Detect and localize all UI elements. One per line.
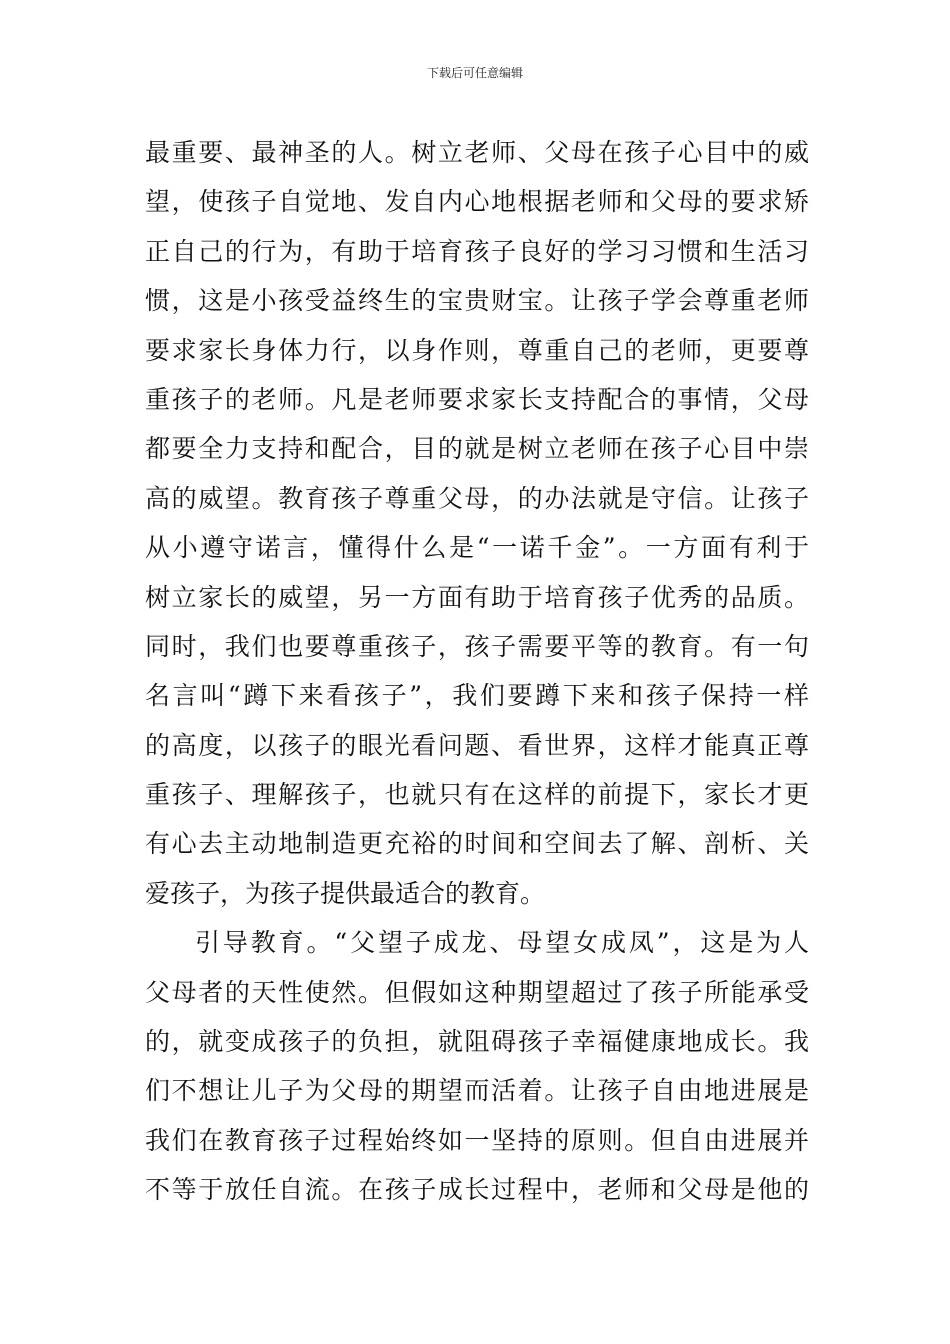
text-line: 都要全力支持和配合，目的就是树立老师在孩子心目中崇 bbox=[145, 434, 809, 464]
text-line: 名言叫“蹲下来看孩子”，我们要蹲下来和孩子保持一样 bbox=[145, 681, 809, 711]
text-line: 树立家长的威望，另一方面有助于培育孩子优秀的品质。 bbox=[145, 582, 809, 612]
text-line: 我们在教育孩子过程始终如一坚持的原则。但自由进展并 bbox=[145, 1125, 809, 1155]
text-line: 不等于放任自流。在孩子成长过程中，老师和父母是他的 bbox=[145, 1175, 809, 1205]
paragraph-last-line: 爱孩子，为孩子提供最适合的教育。 bbox=[145, 878, 546, 908]
text-line: 从小遵守诺言，懂得什么是“一诺千金”。一方面有利于 bbox=[145, 533, 809, 563]
text-line: 高的威望。教育孩子尊重父母，的办法就是守信。让孩子 bbox=[145, 483, 809, 513]
text-line: 惯，这是小孩受益终生的宝贵财宝。让孩子学会尊重老师 bbox=[145, 286, 809, 316]
text-line: 重孩子的老师。凡是老师要求家长支持配合的事情，父母 bbox=[145, 384, 809, 414]
text-line: 们不想让儿子为父母的期望而活着。让孩子自由地进展是 bbox=[145, 1076, 809, 1106]
text-line: 的，就变成孩子的负担，就阻碍孩子幸福健康地成长。我 bbox=[145, 1027, 809, 1057]
text-line: 要求家长身体力行，以身作则，尊重自己的老师，更要尊 bbox=[145, 335, 809, 365]
text-line: 父母者的天性使然。但假如这种期望超过了孩子所能承受 bbox=[145, 977, 809, 1007]
text-line: 同时，我们也要尊重孩子，孩子需要平等的教育。有一句 bbox=[145, 631, 809, 661]
text-line: 正自己的行为，有助于培育孩子良好的学习习惯和生活习 bbox=[145, 236, 809, 266]
page-header: 下载后可任意编辑 bbox=[426, 66, 523, 80]
text-line: 有心去主动地制造更充裕的时间和空间去了解、剖析、关 bbox=[145, 829, 809, 859]
text-line: 最重要、最神圣的人。树立老师、父母在孩子心目中的威 bbox=[145, 138, 809, 167]
text-line: 望，使孩子自觉地、发自内心地根据老师和父母的要求矫 bbox=[145, 187, 809, 217]
paragraph-first-line: 引导教育。“父望子成龙、母望女成凤”，这是为人 bbox=[195, 928, 809, 958]
text-line: 重孩子、理解孩子，也就只有在这样的前提下，家长才更 bbox=[145, 780, 809, 810]
document-body bbox=[145, 128, 809, 1215]
text-line: 的高度，以孩子的眼光看问题、看世界，这样才能真正尊 bbox=[145, 730, 809, 760]
